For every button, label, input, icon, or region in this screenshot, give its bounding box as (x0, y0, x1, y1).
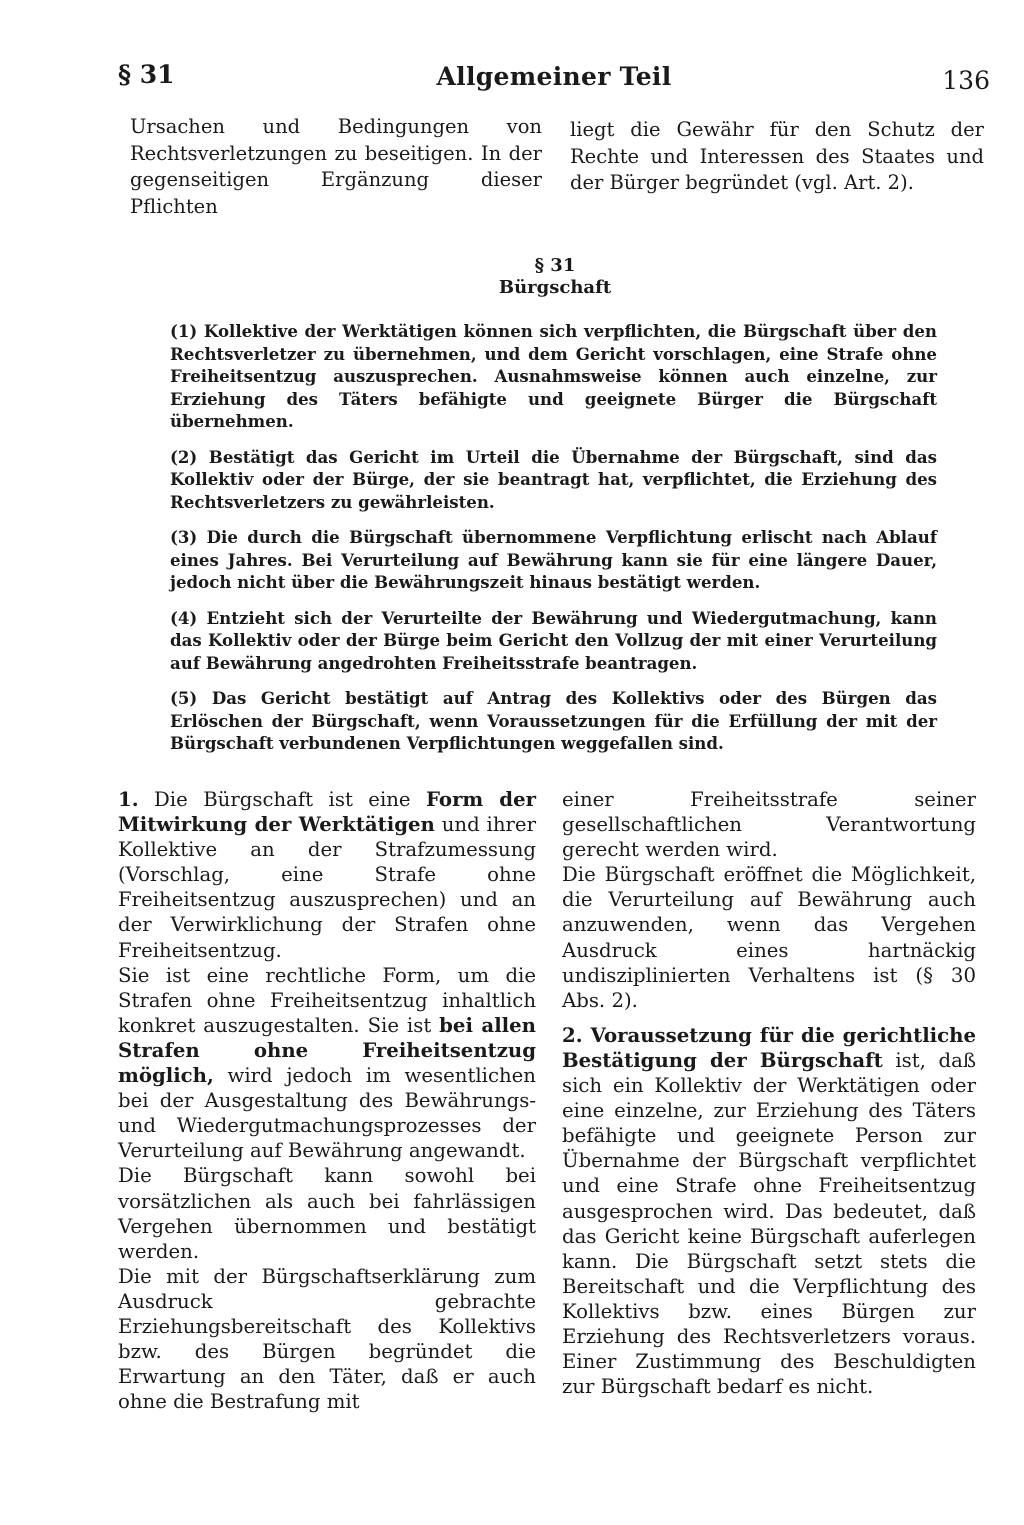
note-number: 1. (118, 788, 139, 811)
law-paragraph-4: (4) Entzieht sich der Verurteilte der Bewährung und Wiedergutmachung, kann das Kollektiv oder der Bürge beim Gericht den Vollzug der mit einer Verurteilung auf Bewährung angedrohten Freiheitsstrafe beantragen. (170, 607, 937, 673)
page-number: 136 (942, 66, 990, 95)
commentary-paragraph (118, 963, 536, 1164)
page-header (118, 60, 990, 100)
text-run: wird jedoch im wesentlichen bei der Ausgestaltung des Bewährungs- und Wiedergutmachungsprozesses der Verurteilung auf Bewährung angewandt. (118, 1064, 536, 1163)
law-section-title: Bürgschaft (498, 277, 612, 298)
law-paragraph-3: (3) Die durch die Bürgschaft übernommene Verpflichtung erlischt nach Ablauf eines Jahres. Bei Verurteilung auf Bewährung kann sie für eine längere Dauer, jedoch nicht über die Bewährungszeit hinaus bestätigt werden. (170, 527, 937, 592)
commentary-left-column (118, 787, 536, 1414)
text-run: und ihrer Kollektive an der Strafzumessung (Vorschlag, eine Strafe ohne Freiheitsentzug auszusprechen) und an der Verwirklichung der Strafen ohne Freiheitsentzug. (118, 813, 536, 962)
text-run: Die Bürgschaft ist eine (138, 788, 427, 811)
top-right-column: liegt die Gewähr für den Schutz der Rechte und Interessen des Staates und der Bürger begründet (vgl. Art. 2). (570, 118, 984, 195)
top-left-column: Ursachen und Bedingungen von Rechtsverletzungen zu beseitigen. In der gegenseitigen Ergänzung dieser Pflichten (130, 115, 542, 218)
law-paragraph-2: (2) Bestätigt das Gericht im Urteil die Übernahme der Bürgschaft, sind das Kollektiv oder der Bürge, der sie beantragt hat, verpflichtet, die Erziehung des Rechtsverletzers zu gewährleisten. (170, 446, 937, 512)
spacer (562, 1013, 976, 1023)
commentary-right-column (562, 787, 976, 1399)
emphasis: bei allen Strafen ohne Freiheitsentzug möglich, (118, 1013, 536, 1088)
header-section-number: § 31 (118, 60, 175, 89)
commentary-paragraph: Die mit der Bürgschaftserklärung zum Ausdruck gebrachte Erziehungsbereitschaft des Kollektivs bzw. des Bürgen begründet die Erwartung an den Täter, daß er auch ohne die Bestrafung mit (118, 1264, 536, 1414)
commentary-paragraph: Die Bürgschaft eröffnet die Möglichkeit, die Verurteilung auf Bewährung auch anzuwenden, wenn das Vergehen Ausdruck eines hartnäckig undisziplinierten Verhaltens ist (§ 30 Abs. 2). (562, 863, 976, 1012)
law-text (170, 320, 937, 768)
note-number: 2. (562, 1023, 583, 1047)
commentary-note-1 (118, 787, 536, 963)
text-run: Sie ist eine rechtliche Form, um die Strafen ohne Freiheitsentzug inhaltlich konkret auszugestalten. Sie ist (118, 963, 536, 1037)
commentary-paragraph: Die Bürgschaft kann sowohl bei vorsätzlichen als auch bei fahrlässigen Vergehen übernommen und bestätigt werden. (118, 1164, 536, 1263)
header-title: Allgemeiner Teil (436, 62, 672, 91)
law-paragraph-5: (5) Das Gericht bestätigt auf Antrag des Kollektivs oder des Bürgen das Erlöschen der Bürgschaft, wenn Voraussetzungen für die Erfüllung der mit der Bürgschaft verbundenen Verpflichtungen weggefallen sind. (170, 688, 937, 753)
commentary-note-2 (562, 1023, 976, 1399)
emphasis: Form der Mitwirkung der Werktätigen (118, 788, 536, 837)
law-section-number: § 31 (534, 255, 576, 276)
emphasis: Voraussetzung für die gerichtliche Bestätigung der Bürgschaft (562, 1023, 976, 1072)
commentary-paragraph: einer Freiheitsstrafe seiner gesellschaftlichen Verantwortung gerecht werden wird. (562, 788, 976, 862)
text-run: ist, daß sich ein Kollektiv der Werktätigen oder eine einzelne, zur Erziehung des Täters befähigte und geeignete Person zur Übernahme der Bürgschaft verpflichtet und eine Strafe ohne Freiheitsentzug ausgesprochen wird. Das bedeutet, daß das Gericht keine Bürgschaft auferlegen kann. Die Bürgschaft setzt stets die Bereitschaft und die Verpflichtung des Kollektivs bzw. eines Bürgen zur Erziehung des Rechtsverletzers voraus. Einer Zustimmung des Beschuldigten zur Bürgschaft bedarf es nicht. (562, 1048, 976, 1399)
law-paragraph-1: (1) Kollektive der Werktätigen können sich verpflichten, die Bürgschaft über den Rechtsverletzer zu übernehmen, und dem Gericht vorschlagen, eine Strafe ohne Freiheitsentzug auszusprechen. Ausnahmsweise können auch einzelne, zur Erziehung des Täters befähigte und geeignete Bürger die Bürgschaft übernehmen. (170, 321, 937, 431)
